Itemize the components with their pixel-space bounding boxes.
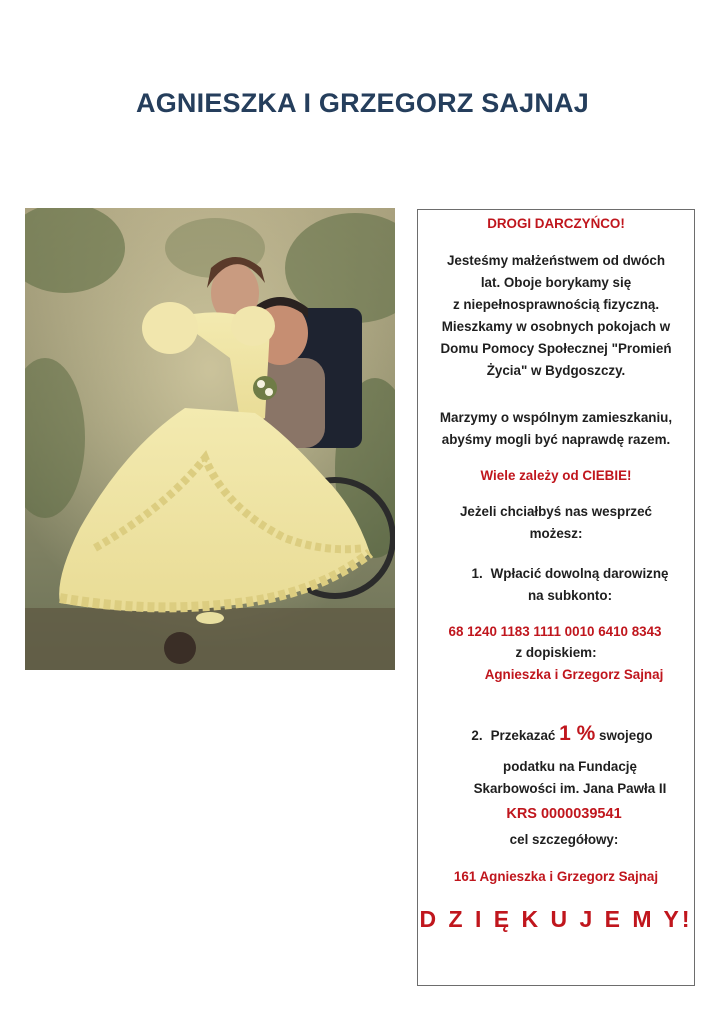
- percent-value: 1 %: [559, 722, 596, 745]
- support-line: Jeżeli chciałbyś nas wesprzeć: [459, 504, 653, 519]
- goal-recipient: 161 Agnieszka i Grzegorz Sajnaj: [453, 869, 659, 884]
- option2-line1: [424, 723, 700, 747]
- option2-prefix: Przekazać: [490, 728, 556, 743]
- krs-number: KRS 0000039541: [506, 806, 622, 822]
- intro-line: lat. Oboje borykamy się: [480, 275, 632, 290]
- couple-photo-icon: [25, 208, 395, 670]
- support-line: możesz:: [529, 526, 583, 541]
- option2-suffix: swojego: [599, 728, 653, 743]
- dream-line: Marzymy o wspólnym zamieszkaniu,: [439, 410, 673, 425]
- intro-line: Mieszkamy w osobnych pokojach w: [441, 319, 671, 334]
- account-number: 68 1240 1183 1111 0010 6410 8343: [448, 624, 662, 639]
- option2-number: 2.: [471, 728, 483, 743]
- greeting: DROGI DARCZYŃCO!: [487, 216, 625, 231]
- option2-line2: podatku na Fundację: [503, 759, 637, 774]
- option1-line1: [432, 563, 708, 585]
- option1-number: 1.: [471, 566, 483, 581]
- intro-line: Życia" w Bydgoszczy.: [486, 363, 626, 378]
- goal-label: cel szczegółowy:: [509, 832, 619, 847]
- option1-line2: na subkonto:: [527, 588, 613, 603]
- intro-line: Jesteśmy małżeństwem od dwóch: [446, 253, 666, 268]
- account-recipient: Agnieszka i Grzegorz Sajnaj: [484, 667, 664, 682]
- page-title: AGNIESZKA I GRZEGORZ SAJNAJ: [136, 88, 589, 118]
- thanks-text: D Z I Ę K U J E M Y!: [419, 906, 693, 932]
- couple-photo: [25, 208, 395, 670]
- intro-line: z niepełnosprawnością fizyczną.: [452, 297, 660, 312]
- donation-card: [417, 209, 695, 986]
- option2-line3: Skarbowości im. Jana Pawła II: [473, 781, 667, 796]
- account-note: z dopiskiem:: [515, 645, 597, 660]
- intro-line: Domu Pomocy Społecznej "Promień: [440, 341, 672, 356]
- option1-text: Wpłacić dowolną darowiznę: [490, 566, 669, 581]
- dream-line: abyśmy mogli być naprawdę razem.: [441, 432, 671, 447]
- depends-text: Wiele zależy od CIEBIE!: [480, 468, 632, 483]
